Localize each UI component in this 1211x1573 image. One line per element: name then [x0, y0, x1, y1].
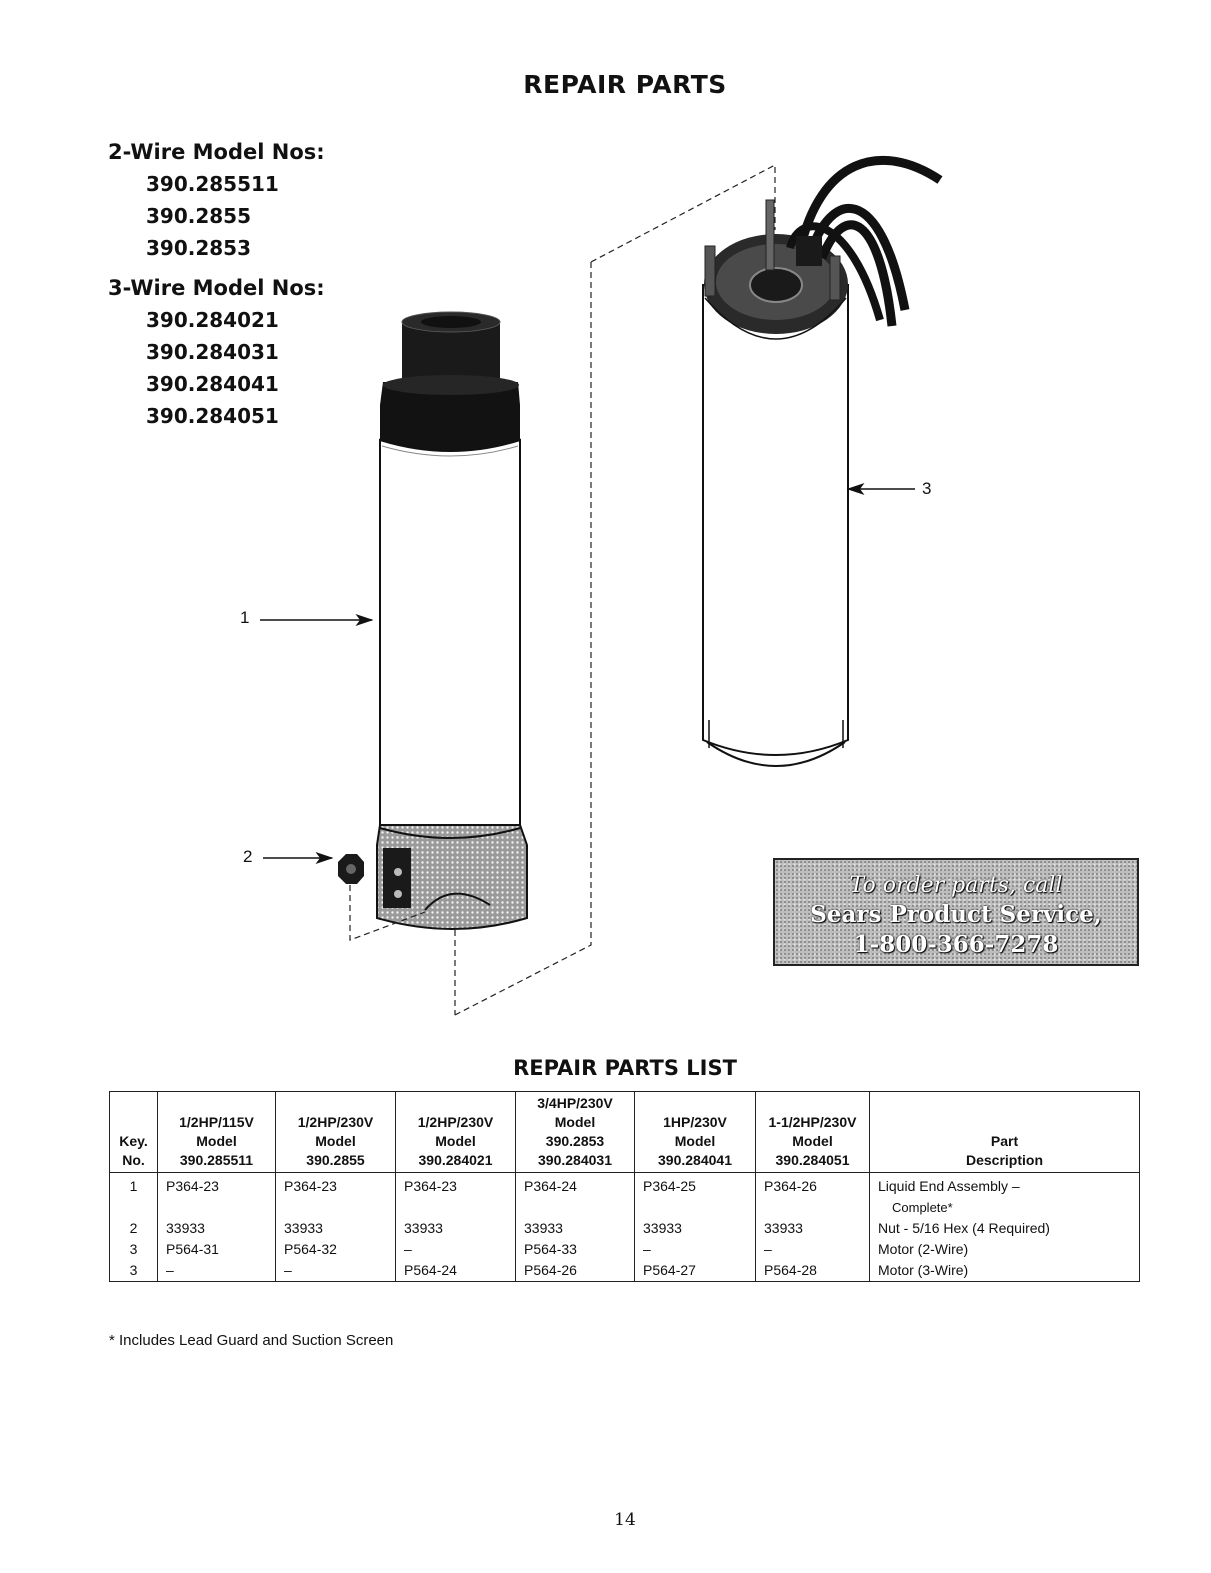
- two-wire-model: 390.285511: [146, 172, 279, 196]
- order-line-1: To order parts, call: [849, 873, 1063, 898]
- callout-1: 1: [240, 608, 250, 627]
- order-line-2: Sears Product Service,: [810, 901, 1102, 928]
- three-wire-model: 390.284041: [146, 372, 279, 396]
- two-wire-model: 390.2853: [146, 236, 252, 260]
- page-title: REPAIR PARTS: [523, 70, 727, 99]
- column-header: 1/2HP/230V Model 390.284021: [396, 1092, 516, 1173]
- column-header: Part Description: [870, 1092, 1140, 1173]
- table-row: 2 33933 33933 33933 33933 33933 33933 Nut - 5/16 Hex (4 Required): [110, 1218, 1140, 1239]
- three-wire-model: 390.284021: [146, 308, 279, 332]
- three-wire-model: 390.284051: [146, 404, 279, 428]
- table-row: 3 – – P564-24 P564-26 P564-27 P564-28 Motor (3-Wire): [110, 1260, 1140, 1282]
- column-header: Key. No.: [110, 1092, 158, 1173]
- column-header: 1HP/230V Model 390.284041: [635, 1092, 756, 1173]
- table-row: 3 P564-31 P564-32 – P564-33 – – Motor (2-Wire): [110, 1239, 1140, 1260]
- hex-nut: [338, 854, 364, 884]
- page-number: 14: [614, 1510, 636, 1530]
- motor: [703, 160, 940, 766]
- two-wire-model: 390.2855: [146, 204, 252, 228]
- column-header: 1/2HP/115V Model 390.285511: [158, 1092, 276, 1173]
- three-wire-header: 3-Wire Model Nos:: [108, 276, 325, 300]
- table-header-row: [110, 1092, 1140, 1173]
- column-header: 3/4HP/230V Model 390.2853 390.284031: [516, 1092, 635, 1173]
- callout-3: 3: [922, 479, 932, 498]
- table-row: 1 P364-23 P364-23 P364-23 P364-24 P364-25 P364-26 Liquid End Assembly – Complete*: [110, 1173, 1140, 1219]
- order-parts-box: [773, 858, 1139, 966]
- two-wire-header: 2-Wire Model Nos:: [108, 140, 325, 164]
- parts-table: [109, 1091, 1140, 1282]
- callout-2: 2: [243, 847, 253, 866]
- liquid-end-assembly: [377, 312, 527, 929]
- parts-list-title: REPAIR PARTS LIST: [513, 1056, 737, 1080]
- column-header: 1/2HP/230V Model 390.2855: [276, 1092, 396, 1173]
- footnote: * Includes Lead Guard and Suction Screen: [109, 1332, 394, 1349]
- column-header: 1-1/2HP/230V Model 390.284051: [756, 1092, 870, 1173]
- order-phone: 1-800-366-7278: [853, 931, 1059, 958]
- three-wire-model: 390.284031: [146, 340, 279, 364]
